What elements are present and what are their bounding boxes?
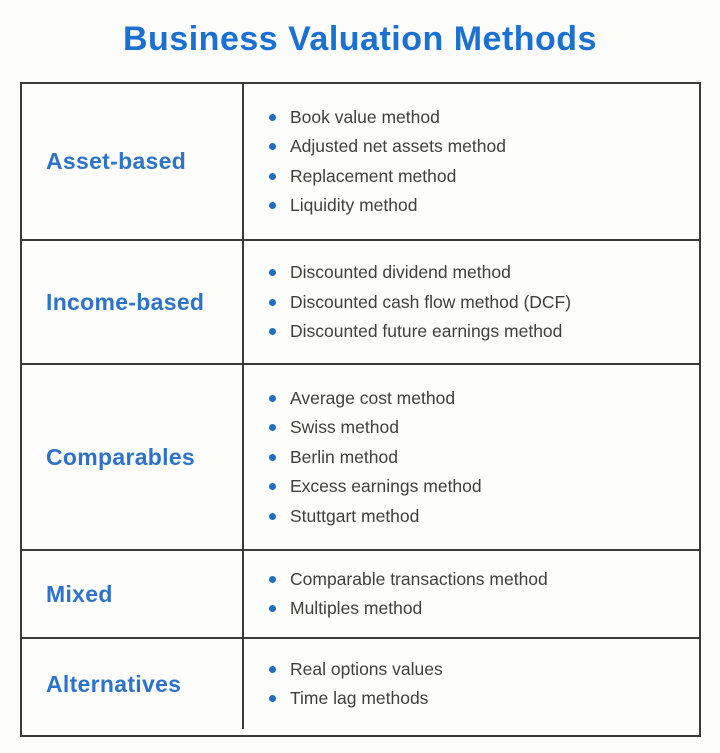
bullet-icon — [269, 269, 276, 276]
bullet-icon — [269, 114, 276, 121]
method-item — [269, 657, 443, 682]
method-label: Time lag methods — [290, 688, 429, 709]
bullet-icon — [269, 605, 276, 612]
method-label: Multiples method — [290, 598, 423, 619]
category-cell — [22, 551, 244, 637]
method-item — [269, 164, 506, 189]
bullet-icon — [269, 483, 276, 490]
methods-cell — [244, 84, 699, 239]
method-label: Liquidity method — [290, 195, 418, 216]
method-item — [269, 504, 482, 529]
method-item — [269, 319, 571, 344]
method-label: Discounted dividend method — [290, 262, 511, 282]
category-cell — [22, 241, 244, 363]
method-item — [269, 386, 482, 411]
category-cell — [22, 639, 244, 729]
table-row-income-based — [22, 239, 699, 363]
method-item — [269, 260, 571, 285]
method-label: Real options values — [290, 658, 443, 679]
methods-list — [269, 381, 482, 533]
method-item — [269, 415, 482, 440]
method-item — [269, 686, 443, 711]
bullet-icon — [269, 424, 276, 431]
bullet-icon — [269, 666, 276, 673]
category-label: Mixed — [46, 580, 113, 607]
method-item — [269, 474, 482, 499]
method-item — [269, 567, 548, 592]
method-label: Average cost method — [290, 387, 456, 408]
category-label: Alternatives — [46, 670, 182, 697]
method-label: Book value method — [290, 106, 440, 127]
valuation-table — [20, 82, 701, 737]
methods-cell — [244, 365, 699, 549]
method-item — [269, 290, 571, 315]
method-item — [269, 445, 482, 470]
method-label: Replacement method — [290, 165, 457, 186]
methods-list — [269, 652, 443, 716]
category-label: Asset-based — [46, 148, 187, 174]
method-item — [269, 596, 548, 621]
category-cell — [22, 365, 244, 549]
method-label: Adjusted net assets method — [290, 136, 506, 157]
method-label: Berlin method — [290, 446, 398, 467]
bullet-icon — [269, 173, 276, 180]
category-cell — [22, 84, 244, 239]
methods-cell — [244, 551, 699, 637]
table-row-asset-based — [22, 84, 699, 239]
bullet-icon — [269, 143, 276, 150]
bullet-icon — [269, 299, 276, 306]
method-item — [269, 134, 506, 159]
methods-list — [269, 256, 571, 349]
method-label: Discounted cash flow method (DCF) — [290, 291, 572, 312]
bullet-icon — [269, 202, 276, 209]
table-row-comparables — [22, 363, 699, 549]
method-label: Discounted future earnings method — [290, 321, 563, 341]
method-label: Excess earnings method — [290, 476, 482, 496]
methods-list — [269, 562, 548, 626]
method-item — [269, 193, 506, 218]
methods-cell — [244, 639, 699, 729]
bullet-icon — [269, 395, 276, 402]
method-item — [269, 105, 506, 130]
bullet-icon — [269, 695, 276, 702]
table-row-mixed — [22, 549, 699, 637]
category-label: Income-based — [46, 288, 205, 315]
method-label: Swiss method — [290, 417, 399, 437]
method-label: Comparable transactions method — [290, 568, 548, 589]
table-row-alternatives — [22, 637, 699, 729]
bullet-icon — [269, 576, 276, 583]
category-label: Comparables — [46, 443, 196, 470]
bullet-icon — [269, 513, 276, 520]
method-label: Stuttgart method — [290, 505, 420, 526]
page-title: Business Valuation Methods — [123, 20, 597, 58]
methods-cell — [244, 241, 699, 363]
bullet-icon — [269, 328, 276, 335]
methods-list — [269, 100, 506, 223]
bullet-icon — [269, 454, 276, 461]
